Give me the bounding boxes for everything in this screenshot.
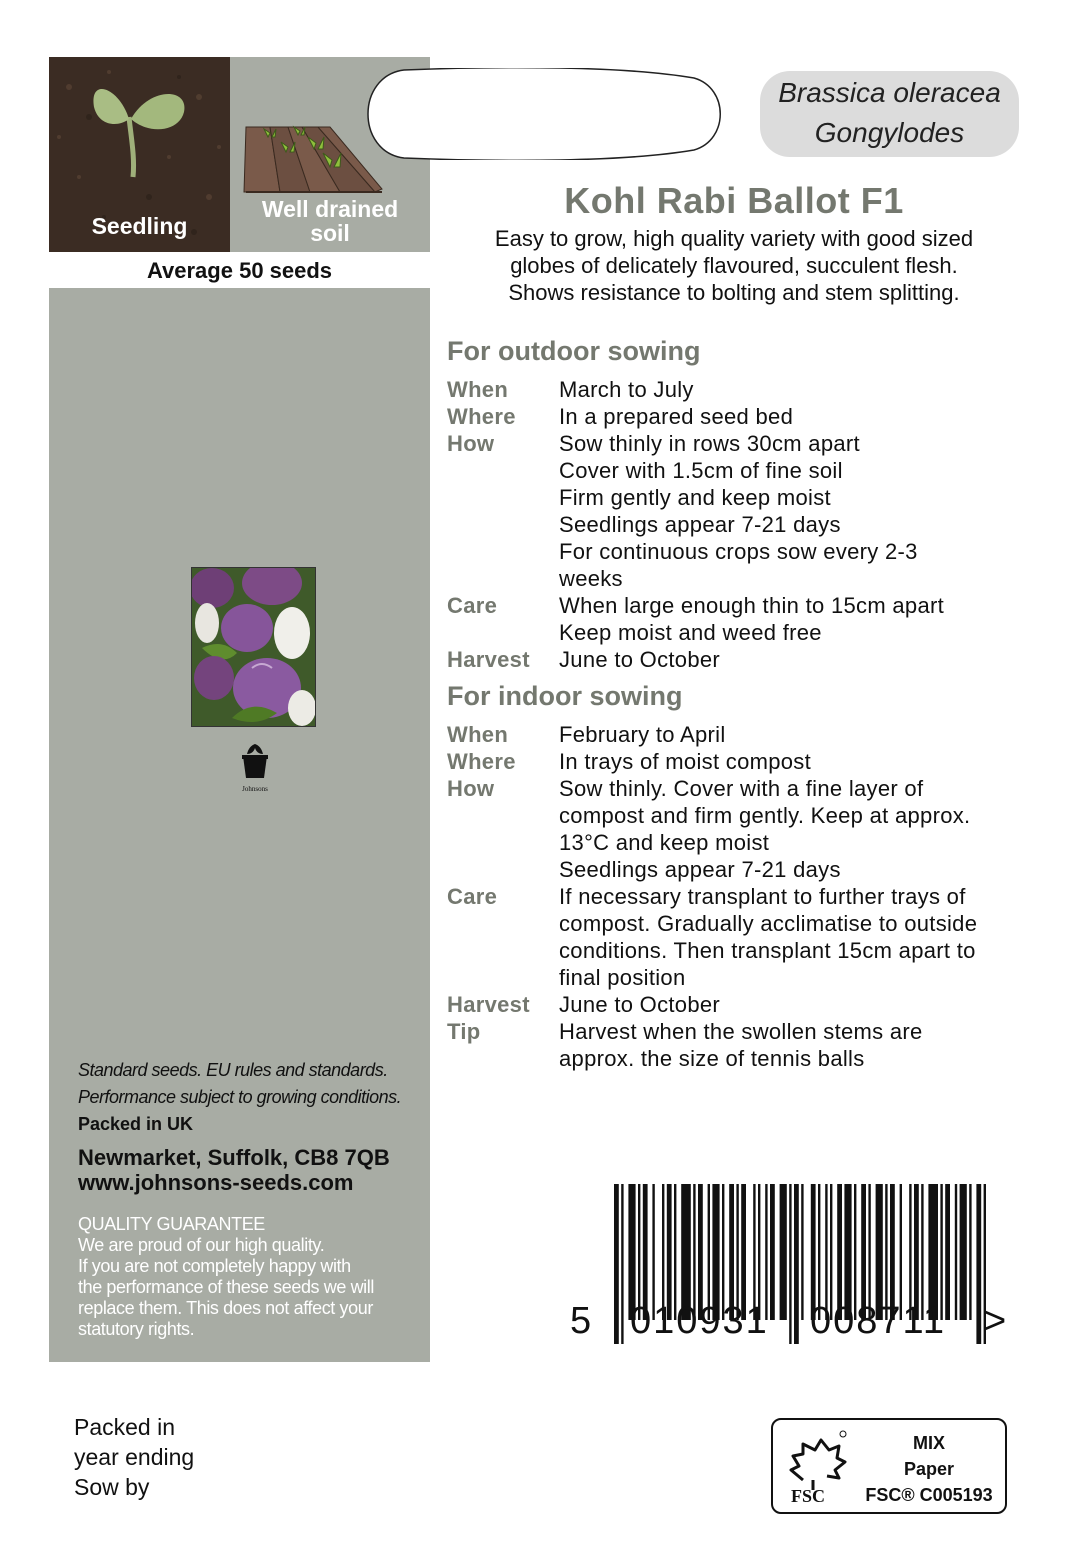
outdoor-heading: For outdoor sowing (447, 336, 701, 366)
barcode-bar (780, 1184, 787, 1320)
left-panel (49, 57, 430, 1362)
barcode-bar (955, 1184, 957, 1320)
care-key: Care (447, 884, 498, 909)
barcode-right-digits: 008711 (810, 1300, 946, 1342)
packed-in-uk: Packed in UK (78, 1114, 194, 1134)
latin-name-line1: Brassica oleracea (778, 77, 1001, 108)
where-key: Where (447, 404, 516, 429)
barcode-first-digit: 5 (570, 1300, 594, 1342)
quality-guarantee (78, 1214, 428, 1340)
barcode-bar (969, 1184, 971, 1320)
soil-label (230, 197, 430, 245)
when-key: When (447, 377, 509, 402)
care-line: If necessary transplant to further trays of (559, 884, 966, 909)
when-value: February to April (559, 722, 726, 747)
tip-line: Harvest when the swollen stems are (559, 1019, 923, 1044)
how-line: Firm gently and keep moist (559, 485, 831, 510)
indoor-how-row (447, 775, 1067, 883)
when-key: When (447, 722, 509, 747)
johnsons-logo (237, 742, 273, 793)
description-line: Shows resistance to bolting and stem splitting. (508, 280, 960, 305)
care-key: Care (447, 593, 498, 618)
description-line: globes of delicately flavoured, succulent flesh. (510, 253, 958, 278)
soil-label-line2: soil (310, 220, 350, 246)
fsc-tree-icon (785, 1430, 851, 1504)
barcode-end-mark: > (984, 1300, 1009, 1342)
how-line: Seedlings appear 7-21 days (559, 512, 841, 537)
indoor-when-row (447, 721, 1067, 748)
tip-key: Tip (447, 1019, 481, 1044)
barcode-bar (960, 1184, 967, 1320)
indoor-instructions (447, 721, 1067, 1072)
website-link[interactable]: www.johnsons-seeds.com (78, 1170, 354, 1195)
kohl-rabi-image (192, 568, 315, 726)
how-line: Sow thinly in rows 30cm apart (559, 431, 860, 456)
indoor-tip-row (447, 1018, 1067, 1072)
care-line: Keep moist and weed free (559, 620, 822, 645)
care-line: When large enough thin to 15cm apart (559, 593, 945, 618)
indoor-care-row (447, 883, 1067, 991)
harvest-key: Harvest (447, 992, 530, 1017)
how-key: How (447, 431, 495, 456)
average-seeds: Average 50 seeds (49, 252, 430, 288)
indoor-heading: For indoor sowing (447, 681, 683, 711)
product-description (440, 225, 1028, 306)
seedling-label: Seedling (91, 213, 188, 239)
soil-label-line1: Well drained (261, 196, 399, 222)
address-line: Newmarket, Suffolk, CB8 7QB (78, 1145, 390, 1170)
harvest-value: June to October (559, 647, 721, 672)
care-line: conditions. Then transplant 15cm apart to (559, 938, 976, 963)
product-title: Kohl Rabi Ballot F1 (564, 180, 904, 221)
guarantee-line: the performance of these seeds we will (78, 1277, 374, 1297)
fsc-paper: Paper (903, 1459, 955, 1479)
how-key: How (447, 776, 495, 801)
how-line: 13°C and keep moist (559, 830, 770, 855)
how-line: compost and firm gently. Keep at approx. (559, 803, 971, 828)
disclaimer (78, 1057, 423, 1138)
how-line: weeks (559, 566, 623, 591)
latin-name-line2: Gongylodes (814, 117, 965, 148)
indoor-harvest-row (447, 991, 1067, 1018)
fsc-badge (771, 1418, 1007, 1514)
guarantee-line: replace them. This does not affect your (78, 1298, 373, 1318)
guarantee-heading: QUALITY GUARANTEE (78, 1214, 265, 1234)
packed-dates (74, 1412, 194, 1502)
sow-by-label: Sow by (74, 1474, 150, 1500)
barcode-bar (621, 1184, 623, 1344)
year-ending-label: year ending (74, 1444, 195, 1470)
barcode-bar (789, 1184, 791, 1344)
plant-pot-icon (238, 742, 272, 780)
where-value: In a prepared seed bed (559, 404, 794, 429)
harvest-key: Harvest (447, 647, 530, 672)
fsc-mix: MIX (912, 1433, 945, 1453)
care-line: compost. Gradually acclimatise to outside (559, 911, 978, 936)
guarantee-line: If you are not completely happy with (78, 1256, 351, 1276)
care-line: final position (559, 965, 686, 990)
how-line: Seedlings appear 7-21 days (559, 857, 841, 882)
barcode-bar (614, 1184, 619, 1344)
how-line: Sow thinly. Cover with a fine layer of (559, 776, 924, 801)
latin-name (760, 71, 1019, 157)
brand-name: Johnsons (242, 785, 268, 793)
harvest-value: June to October (559, 992, 721, 1017)
address (78, 1145, 390, 1195)
barcode-bar (976, 1184, 981, 1344)
barcode-bar (770, 1184, 775, 1320)
outdoor-instructions (447, 376, 1067, 673)
description-line: Easy to grow, high quality variety with good sized (494, 226, 974, 251)
blank-label-shape (364, 68, 722, 160)
packed-in-label: Packed in (74, 1414, 176, 1440)
when-value: March to July (559, 377, 694, 402)
fsc-code: FSC® C005193 (865, 1485, 993, 1505)
disclaimer-line: Performance subject to growing conditions. (78, 1087, 402, 1107)
barcode-left-digits: 010931 (630, 1300, 769, 1342)
guarantee-line: statutory rights. (78, 1319, 195, 1339)
how-line: Cover with 1.5cm of fine soil (559, 458, 843, 483)
outdoor-harvest-row (447, 646, 1067, 673)
where-value: In trays of moist compost (559, 749, 812, 774)
fsc-text (859, 1430, 999, 1508)
outdoor-care-row (447, 592, 1067, 646)
tip-line: approx. the size of tennis balls (559, 1046, 865, 1071)
fsc-logo-text: FSC (791, 1486, 826, 1504)
how-line: For continuous crops sow every 2-3 (559, 539, 918, 564)
kohl-rabi-photo (191, 567, 316, 727)
outdoor-where-row (447, 403, 1067, 430)
where-key: Where (447, 749, 516, 774)
barcode-bar (801, 1184, 803, 1320)
disclaimer-line: Standard seeds. EU rules and standards. (78, 1060, 388, 1080)
seedling-photo (49, 57, 230, 252)
outdoor-when-row (447, 376, 1067, 403)
guarantee-line: We are proud of our high quality. (78, 1235, 325, 1255)
barcode-bar (794, 1184, 799, 1344)
indoor-where-row (447, 748, 1067, 775)
outdoor-how-row (447, 430, 1067, 592)
